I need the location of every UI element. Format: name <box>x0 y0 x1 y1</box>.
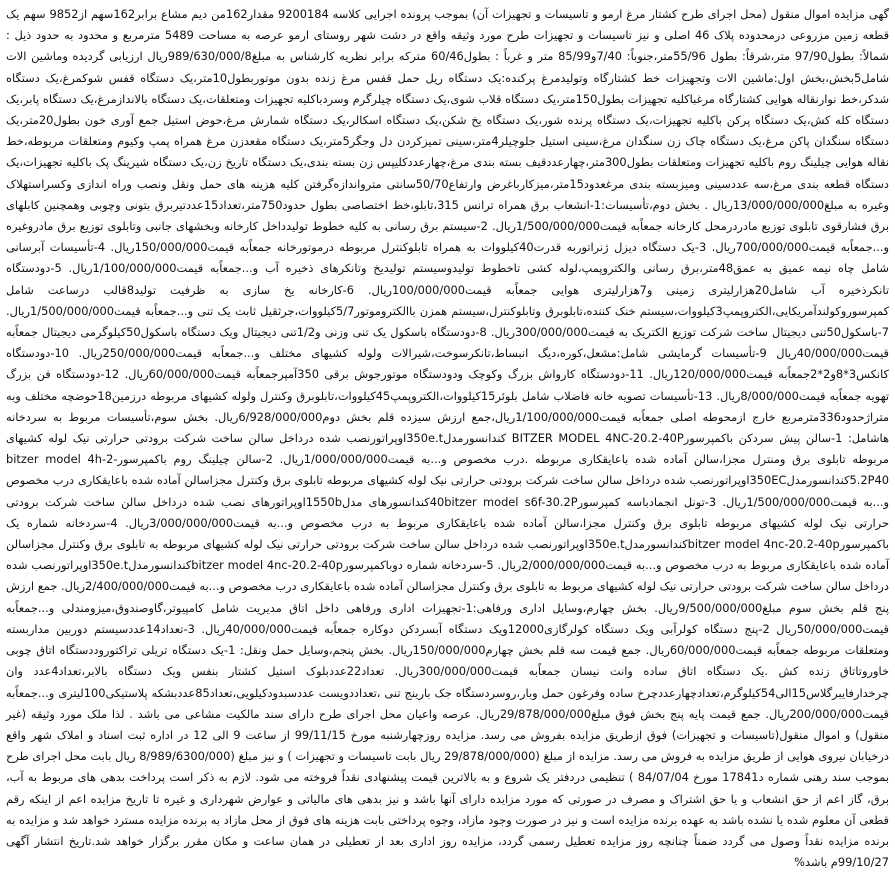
notice-body-text: گهی مزایده اموال منقول (محل اجرای طرح کشتار مرغ ارمو و تاسیسات و تجهیزات آن) بموجب پرونده اجرایی کلاسه 9200184 مقدار162من دیم مشاع برابر162سهم از9852 سهم یک قطعه زمین مزروعی درمحدوده پلاک 46 اصلی و نیز تاسیسات و تجهیزات طرح مورد وثیقه واقع در دشت شهر روستای ارمو عرصه به مساحت 5489 مترمربع و محدود به حدود ذیل : شمالاً: بطول97/90 متر،شرقاً: بطول 55/96متر،جنوباً: 7/40و85/99 متر و غرباً : بطول60/46 متركه برابر نظریه كارشناس به مبلغ989/630/000/8ریال ارزیابی گردیده وماشین الات شامل5بخش،بخش اول:ماشین الات وتجهیزات خط کشتارگاه وتولیدمرغ پرکنده:یک دستگاه ریل حمل قفس مرغ زنده بدون موتوربطول10متر،یک دستگاه قفس شوکمرغ،یک دستگاه شدکر،خط نوارنقاله هوایی کشتارگاه مرغباکلیه تجهیزات بطول150متر،یک دستگاه قلاب شوی،یک دستگاه چیلرگرم وسردباکلیه تجهیزات ومتعلقات،یک دستگاه بالاندازمرغ،یک دستگاه پابر،یک دستگاه کله کش،یک دستگاه پرکن باکلیه تجهیزات،یک دستگاه پرنده شور،یک دستگاه یخ شکن،یک دستگاه اسکالر،یک دستگاه شمارش مرغ،حوض استیل جمع آوری خون بطول20متر،یک دستگاه سنگدان پاکن مرغ،یک دستگاه چاک زن سنگدان مرغ،سینی استیل جلوچیلر4متر،سینی تمیزکردن دل وجگر5متر،یک دستگاه مقعدزن مرغ همراه پمپ وکیوم ومتعلقات مربوطه،خط نقاله هوایی چیلینگ روم باکلیه تجهیزات ومتعلقات بطول300متر،چهارعددقیف بسته بندی مرغ،چهارعددکلیپس زن بسته بندی،یک دستگاه تاریخ زن،یک دستگاه شیرینگ پک باکلیه تجهیزات،یک دستگاه قطعه بندی مرغ،سه عددسینی ومیزبسته بندی مرغعدود15متر،میزکارباغرض وارتفاع50/70سانتی مترواندازه‌گرفتن کلیه هزینه های حمل ونقل ونصب وراه اندازی وکسراستهلاک وغیره به مبلغ13/000/000/000ریال . بخش دوم،تأسیسات:1-انشعاب برق همراه ترانس 315،تابلو،خط اختصاصی بطول حدود750متر،تعداد15عددتیربرق بتونی وچوبی وهمچنین کابلهای برق فشارقوی تابلوی توزیع مادردرمحل کارخانه جمعاًبه قیمت1/500/000/000ریال. 2-سیستم برق رسانی به کلیه خطوط تولیدداخل کارخانه وبخشهای جانبی وتابلوی توزیع برق مادروغیره و...جمعاًبه قیمت700/000/000ریال. 3-یک دستگاه دیزل ژنراتوربه قدرت40کیلووات به همراه تابلوکنترل مربوطه درموتورخانه جمعاًبه قیمت150/000/000ریال. 4-تأسیسات آبرسانی شامل چاه نیمه عمیق به عمق48متر،برق رسانی والکتروپمپ،لوله کشی تاخطوط تولیدوسیستم تولیدیخ وتانکرهای ذخیره آب و...جمعاًبه قیمت1/100/000/000ریال. 5-دودستگاه تانکرذخیره آب شامل20هزارلیتری زمینی و7هزارلیتری هوایی جمعاًبه قیمت100/000/000ریال. 6-کارخانه یخ سازی به ظرفیت تولید8قالب درساعت شامل کمپرسوروکولندآمریکایی،الکتروپمپ3کیلووات،سیستم خنک کننده،تابلوبرق وتابلوکنترل،سیستم همزن باالکتروموتور5/7کیلووات،جرثقیل ثابت یک تنی و...جمعاًبه قیمت1/500/000/000ریال. 7-باسکول50تنی دیجیتال ساخت شرکت توزیع الکتریک به قیمت300/000/000ریال. 8-دودستگاه باسکول یک تنی وزنی و1/2تنی دیجیتال ویک دستگاه باسکول50کیلوگرمی دیجیتال جمعاًبه قیمت40/000/000ریال 9-تأسیسات گرمایشی شامل:مشعل،کوره،دیگ انبساط،تانکرسوخت،شیرالات ولوله کشیهای مختلف و...جمعاًبه قیمت250/000/000ریال. 10-دودستگاه کانکس3*8و2*2جمعاًبه قیمت120/000/000ریال. 11-دودستگاه کارواش بزرگ وکوچک ودودستگاه موتورجوش برقی 350آمپرجمعاًبه قیمت60/000/000ریال. 12-دودستگاه فن بزرگ تهویه جمعاًبه قیمت8/000/000ریال. 13-تأسیسات تصویه خانه فاضلاب شامل بلوئر15کیلووات،الکتروپمپ45کیلووات،تابلوبرق وکنترل ولوله کشیهای مربوطه درزمین18حوضچه مختلف وبه متراژحدود336مترمربع خارج ازمحوطه اصلی جمعاًبه قیمت1/100/000/000ریال،جمع ارزش سیزده قلم بخش دوم6/928/000/000ریال. بخش سوم،تأسیسات مربوط به سردخانه هاشامل: 1-سالن پیش سردکن باکمپرسورBITZER MODEL 4NC-20.2-40P کندانسورمدل350e.tاوپراتورنصب شده درداخل سالن ساخت شرکت برودتی حرارتی نیک لوله کشیهای مربوطه تابلوی برق ومنترل مجزا،سالن آماده شده باعایقکاری مربوطه .درب مخصوص و...به قیمت1/000/000/000ریال. 2-سالن چیلینگ روم باکمپرسورbitzer model 4h-2-5.2P40کندانسورمدل350ECاوپراتورنصب شده درداخل سالن ساخت شرکت برودتی حرارتی نیک لوله کشیهای مربوطه تابلوی برق وکنترل مجزاسالن آماده شده باعایقکاری درب مخصوص و...به قیمت1/500/000/000ریال. 3-تونل انجمادباسه کمپرسور40bitzer model s6f-30.2Pکندانسورهای مدل1550bاوپراتورهای نصب شده درداخل سالن ساخت شرکت برودتی حرارتی نیک لوله کشیهای مربوطه تابلوی برق وکنترل مجزا،سالن آماده شده باعایقکاری مربوط به درب مخصوص و...به قیمت3/000/000/000ریال. 4-سردخانه شماره یک باکمپرسورbitzer model 4nc-20.2-40pکندانسورمدل350e.tاوپراتورنصب شده درداخل سالن ساخت شرکت برودتی حرارتی نیک لوله کشیهای مربوطه به تابلوی برق وکنترل مجزاسالن آماده شده باعایقکاری مربوط به درب مخصوص و...به قیمت2/000/000/000ریال. 5-سردخانه شماره دوباکمپرسورbitzer model 4nc-20.2-40pکندانسورمدل350e.tاوپراتورنصب شده درداخل سالن ساخت شرکت برودتی حرارتی نیک لوله کشیهای مربوط به تابلوی برق وکنترل مجزاسالن آماده شده باعایقکاری درب مخصوص و...به قیمت2/400/000/000ریال. جمع ارزش پنج قلم بخش سوم مبلغ9/500/000/000ریال. بخش چهارم،وسایل اداری ورفاهی:1-تجهیزات اداری ورفاهی داخل اتاق مدیریت شامل کامپیوتر،گاوصندوق،میزومندلی و...جمعاًبه قیمت50/000/000ریال 2-پنج دستگاه کولرآبی ویک دستگاه کولرگازی12000ویک دستگاه آبسردکن دوکاره جمعاًبه قیمت40/000/000ریال. 3-تعداد14عددسیستم دوربین مداربسته ومتعلقات مربوطه جمعاًبه قیمت60/000/000ریال. جمع قیمت سه قلم بخش چهارم150/000/000ریال. بخش پنجم،وسایل حمل ونقل: 1-یک دستگاه تریلی تراکتوروددستگاه اتاق چوبی خاوروتاتاق زنده کش .یک دستگاه اتاق ساده وانت نیسان جمعاًبه قیمت300/000/000ریال. تعداد22عددبلوک استیل کشتار بنفس ویک دستگاه بالابر،تعداد4عدد وان چرخدارفایبرگلاس15الی54کیلوگرم،تعدادچهارعددچرخ ساده وفرغون حمل وبار،روسردستگاه جک بارینج تنی ،تعداددویست عددسبدودکیلویی،تعداد85عددبشکه پلاستیکی100لیتری و...جمعاًبه قیمت200/000/000ریال. جمع قیمت پایه پنج بخش فوق مبلغ29/878/000/000ریال. عرصه واعیان محل اجرای طرح دارای سند مالکیت مشاعی می باشد . لذا ملک مورد وثیقه (غیر منقول) و اموال منقول(تاسیسات و تجهیزات) فوق ازطریق مزایده بفروش می رسد. مزایده روزچهارشنبه مورخ 99/11/15 از ساعت 9 الی 12 در اداره ثبت اسناد و املاک شهر واقع درخیابان نیروی هوایی از طریق مزایده به فروش می رسد. مزایده از مبلغ (29/878/000/000 ریال بابت تاسیسات و تجهیزات ) و نیز مبلغ (8/989/6300/000 ریال بابت محل اجرای طرح بموجب سند رهنی شماره د17841 مورخ 84/07/04 ) تنظیمی دردفتر یک شروع و به بالاترین قیمت پیشنهادی نقداً فروخته می شود. لازم به ذکر است پرداخت بدهی های مربوط به آب، برق، گاز اعم از حق انشعاب و یا حق اشتراک و مصرف در صورتی که مورد مزایده دارای آنها باشد و نیز بدهی های مالیاتی و عوارض شهرداری و غیره تا تاریخ مزایده اعم از اینکه رقم قطعی آن معلوم شده یا نشده باشد به عهده برنده مزایده است و نیز در صورت وجود مازاد، وجوه پرداختی بابت هزینه های فوق از محل مازاد به برنده مزایده مسترد خواهد شد و مزایده به برنده مزایده نقداً وصول می گردد ضمناً چنانچه روز مزایده تعطیل رسمی گردد، مزایده روز اداری بعد از تعطیلی در همان ساعت و مکان مقرر برگزار خواهد شد.تاریخ انتشار آگهی 99/10/27م باشد% <box>6 7 890 870</box>
